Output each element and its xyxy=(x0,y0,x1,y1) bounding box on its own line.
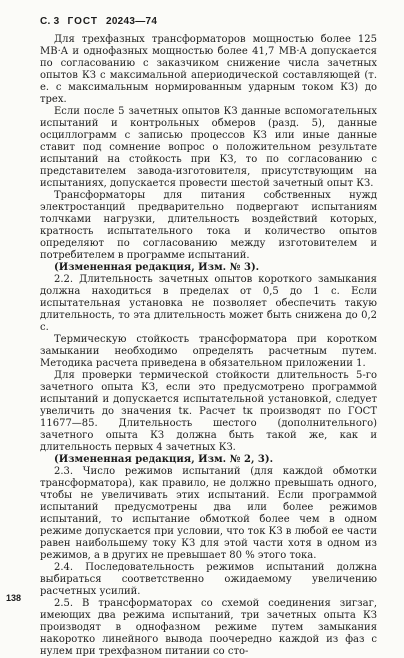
paragraph: Если после 5 зачетных опытов КЗ данные вспомогательных испытаний и контрольных обмеров (разд. 5), данные осциллограмм с записью процессов КЗ или иные данные ставит под сомнение вопрос о положительном результате испытаний на стойкость при КЗ, то по согласованию с представителем завода-изготовителя, присутствующим на испытаниях, допускается провести шестой зачетный опыт КЗ. xyxy=(40,106,377,189)
paragraph: 2.5. В трансформаторах со схемой соединения зигзаг, имеющих два режима испытаний, три зачетных опыта КЗ производят в однофазном режиме путем замыкания накоротко линейного вывода поочередно каждой из фаз с нулем при трехфазном питании со сто- xyxy=(40,598,377,657)
paragraph: 2.2. Длительность зачетных опытов короткого замыкания должна находиться в пределах от 0,5 до 1 с. Если испытательная установка не позволяет обеспечить такую длительность, то эта длительность может быть снижена до 0,2 с. xyxy=(40,274,377,333)
standard-label: ГОСТ xyxy=(67,15,98,27)
paragraph: Термическую стойкость трансформатора при коротком замыкании необходимо определять расчетным путем. Методика расчета приведена в обязательном приложении 1. xyxy=(40,334,377,369)
paragraph: 2.3. Число режимов испытаний (для каждой обмотки трансформатора), как правило, не должно превышать одного, чтобы не увеличивать этих испытаний. Если программой испытаний предусмотрены два или более режимов испытаний, то испытание обмоткой более чем в одном режиме допускается при условии, что ток КЗ в любой ее части равен наибольшему току КЗ для этой части хотя в одном из режимов, а в других не превышает 80 % этого тока. xyxy=(40,466,377,561)
page-number: 138 xyxy=(6,593,22,603)
standard-number: 20243—74 xyxy=(105,15,158,27)
paragraph: Трансформаторы для питания собственных нужд электростанций предварительно подвергают испытаниям толчками нагрузки, длительность воздействий которых, кратность испытательного тока и количество опытов определяют по согласованию между изготовителем и потребителем в программе испытаний. xyxy=(40,190,377,261)
page-label: С. 3 xyxy=(40,15,60,27)
page-header xyxy=(40,8,377,34)
amendment-note: (Измененная редакция, Изм. № 2, 3). xyxy=(54,454,274,465)
paragraph: Для трехфазных трансформаторов мощностью более 125 MB·A и однофазных мощностью более 41,7 MB·A допускается по согласованию с заказчиком снижение числа зачетных опытов КЗ с максимальной апериодической составляющей (т. е. с максимальным нормированным ударным током КЗ) до трех. xyxy=(40,34,377,105)
document-body xyxy=(40,34,377,658)
paragraph: Для проверки термической стойкости длительность 5-го зачетного опыта КЗ, если это предусмотрено программой испытаний и допускается испытательной установкой, следует увеличить до значения tк. Расчет tк производят по ГОСТ 11677—85. Длительность шестого (дополнительного) зачетного опыта КЗ должна быть такой же, как и длительность первых 4 зачетных КЗ. xyxy=(40,370,377,453)
paragraph: 2.4. Последовательность режимов испытаний должна выбираться соответственно ожидаемому увеличению расчетных усилий. xyxy=(40,562,377,597)
amendment-note: (Измененная редакция, Изм. № 3). xyxy=(54,262,260,273)
